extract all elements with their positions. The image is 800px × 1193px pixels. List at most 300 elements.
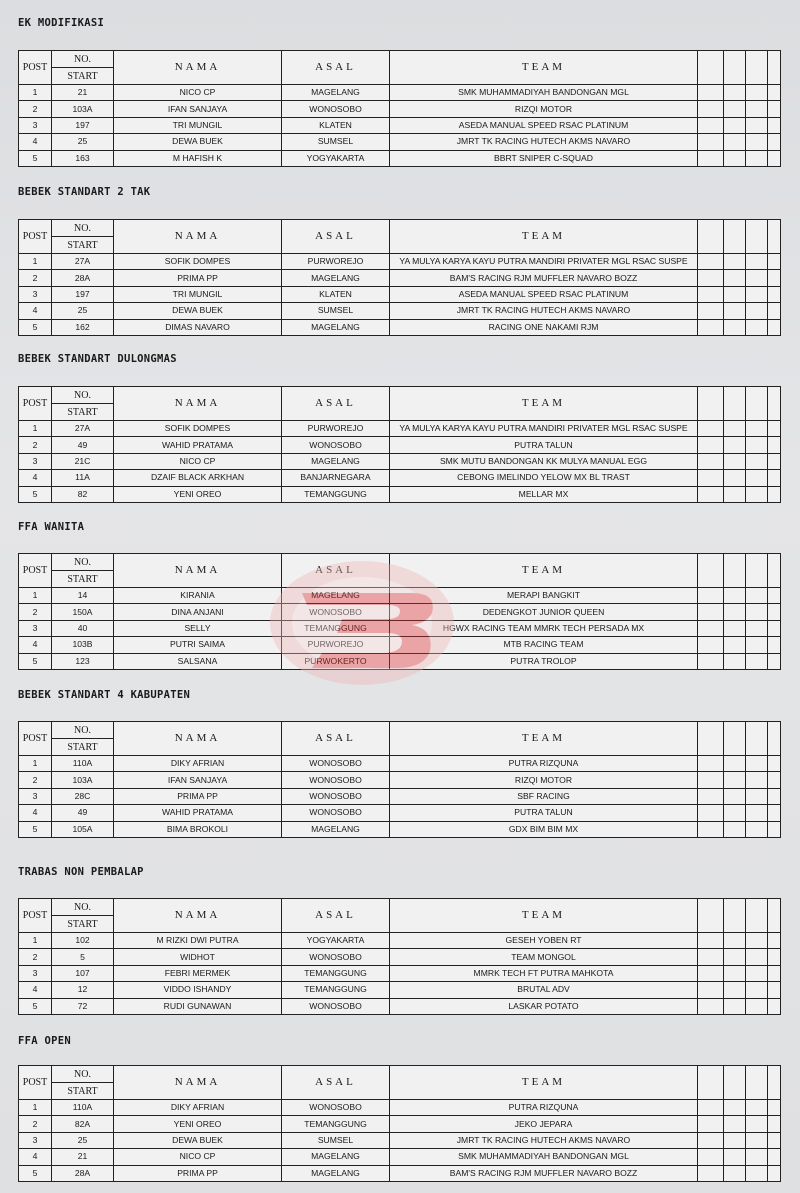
cell-start-no: 103A [52, 101, 114, 117]
cell-nama: NICO CP [114, 453, 282, 469]
blank-cell [724, 604, 746, 620]
blank-cell [698, 788, 724, 804]
cell-start-no: 25 [52, 1132, 114, 1148]
blank-cell [768, 1116, 781, 1132]
cell-nama: M HAFISH K [114, 150, 282, 166]
cell-team: JMRT TK RACING HUTECH AKMS NAVARO [390, 1132, 698, 1148]
header-asal: ASAL [282, 51, 390, 85]
blank-cell [698, 821, 724, 837]
blank-cell [698, 756, 724, 772]
cell-post: 5 [19, 486, 52, 502]
cell-start-no: 107 [52, 965, 114, 981]
cell-post: 5 [19, 653, 52, 669]
cell-asal: WONOSOBO [282, 949, 390, 965]
blank-cell [768, 437, 781, 453]
blank-cell [768, 134, 781, 150]
cell-asal: MAGELANG [282, 588, 390, 604]
blank-cell [724, 653, 746, 669]
cell-team: PUTRA TROLOP [390, 653, 698, 669]
cell-team: TEAM MONGOL [390, 949, 698, 965]
blank-cell [746, 982, 768, 998]
blank-cell [746, 604, 768, 620]
blank-cell [768, 51, 781, 85]
cell-start-no: 197 [52, 117, 114, 133]
blank-cell [746, 470, 768, 486]
cell-asal: WONOSOBO [282, 1100, 390, 1116]
blank-cell [746, 965, 768, 981]
cell-nama: RUDI GUNAWAN [114, 998, 282, 1014]
cell-post: 5 [19, 150, 52, 166]
header-no: NO. [52, 899, 114, 916]
blank-cell [768, 303, 781, 319]
cell-team: YA MULYA KARYA KAYU PUTRA MANDIRI PRIVATER MGL RSAC SUSPE [390, 421, 698, 437]
cell-post: 2 [19, 101, 52, 117]
cell-start-no: 163 [52, 150, 114, 166]
blank-cell [768, 772, 781, 788]
blank-cell [724, 998, 746, 1014]
blank-cell [768, 220, 781, 254]
blank-cell [724, 933, 746, 949]
blank-cell [724, 470, 746, 486]
header-nama: NAMA [114, 220, 282, 254]
blank-cell [698, 421, 724, 437]
blank-cell [746, 756, 768, 772]
cell-asal: MAGELANG [282, 270, 390, 286]
blank-cell [746, 653, 768, 669]
blank-cell [698, 982, 724, 998]
table-row [19, 134, 781, 150]
cell-team: LASKAR POTATO [390, 998, 698, 1014]
blank-cell [724, 554, 746, 588]
blank-cell [698, 998, 724, 1014]
blank-cell [698, 588, 724, 604]
table-row [19, 772, 781, 788]
cell-asal: WONOSOBO [282, 998, 390, 1014]
cell-post: 4 [19, 134, 52, 150]
blank-cell [746, 588, 768, 604]
header-row [19, 51, 781, 68]
cell-post: 1 [19, 254, 52, 270]
blank-cell [746, 150, 768, 166]
blank-cell [746, 134, 768, 150]
cell-nama: KIRANIA [114, 588, 282, 604]
cell-team: PUTRA RIZQUNA [390, 1100, 698, 1116]
cell-post: 3 [19, 453, 52, 469]
cell-asal: SUMSEL [282, 1132, 390, 1148]
table-row [19, 319, 781, 335]
blank-cell [724, 220, 746, 254]
cell-start-no: 162 [52, 319, 114, 335]
blank-cell [768, 554, 781, 588]
cell-team: ASEDA MANUAL SPEED RSAC PLATINUM [390, 286, 698, 302]
cell-nama: WIDHOT [114, 949, 282, 965]
blank-cell [768, 1149, 781, 1165]
header-start: START [52, 739, 114, 756]
table-row [19, 653, 781, 669]
table-row [19, 470, 781, 486]
blank-cell [746, 254, 768, 270]
table-row [19, 1165, 781, 1181]
cell-nama: YENI OREO [114, 486, 282, 502]
cell-start-no: 103A [52, 772, 114, 788]
cell-start-no: 49 [52, 437, 114, 453]
blank-cell [768, 899, 781, 933]
blank-cell [746, 85, 768, 101]
cell-post: 4 [19, 1149, 52, 1165]
blank-cell [746, 1149, 768, 1165]
blank-cell [768, 965, 781, 981]
cell-team: JEKO JEPARA [390, 1116, 698, 1132]
cell-post: 5 [19, 998, 52, 1014]
cell-nama: TRI MUNGIL [114, 286, 282, 302]
cell-asal: PURWOREJO [282, 254, 390, 270]
blank-cell [746, 933, 768, 949]
header-team: TEAM [390, 899, 698, 933]
table-row [19, 588, 781, 604]
cell-asal: WONOSOBO [282, 772, 390, 788]
results-table [18, 50, 781, 167]
cell-start-no: 21 [52, 1149, 114, 1165]
header-nama: NAMA [114, 51, 282, 85]
blank-cell [724, 270, 746, 286]
cell-asal: MAGELANG [282, 1149, 390, 1165]
cell-nama: YENI OREO [114, 1116, 282, 1132]
blank-cell [746, 319, 768, 335]
blank-cell [746, 453, 768, 469]
header-row [19, 722, 781, 739]
header-start: START [52, 1083, 114, 1100]
cell-asal: MAGELANG [282, 453, 390, 469]
blank-cell [746, 303, 768, 319]
blank-cell [768, 933, 781, 949]
blank-cell [768, 1132, 781, 1148]
blank-cell [768, 421, 781, 437]
blank-cell [768, 788, 781, 804]
cell-asal: MAGELANG [282, 85, 390, 101]
blank-cell [746, 805, 768, 821]
header-row [19, 387, 781, 404]
cell-team: YA MULYA KARYA KAYU PUTRA MANDIRI PRIVATER MGL RSAC SUSPE [390, 254, 698, 270]
cell-team: RIZQI MOTOR [390, 101, 698, 117]
blank-cell [724, 437, 746, 453]
cell-asal: WONOSOBO [282, 788, 390, 804]
blank-cell [746, 101, 768, 117]
cell-asal: MAGELANG [282, 319, 390, 335]
cell-nama: TRI MUNGIL [114, 117, 282, 133]
blank-cell [698, 554, 724, 588]
cell-post: 5 [19, 319, 52, 335]
table-row [19, 117, 781, 133]
cell-team: SMK MUHAMMADIYAH BANDONGAN MGL [390, 1149, 698, 1165]
blank-cell [724, 85, 746, 101]
cell-team: MMRK TECH FT PUTRA MAHKOTA [390, 965, 698, 981]
blank-cell [698, 51, 724, 85]
section-title: FFA WANITA [18, 521, 85, 533]
cell-asal: WONOSOBO [282, 756, 390, 772]
blank-cell [724, 134, 746, 150]
cell-asal: KLATEN [282, 286, 390, 302]
blank-cell [746, 387, 768, 421]
blank-cell [698, 319, 724, 335]
cell-start-no: 102 [52, 933, 114, 949]
cell-start-no: 28C [52, 788, 114, 804]
table-row [19, 949, 781, 965]
table-row [19, 286, 781, 302]
header-nama: NAMA [114, 899, 282, 933]
cell-start-no: 49 [52, 805, 114, 821]
cell-post: 3 [19, 1132, 52, 1148]
cell-asal: MAGELANG [282, 1165, 390, 1181]
cell-asal: WONOSOBO [282, 805, 390, 821]
blank-cell [698, 653, 724, 669]
cell-start-no: 110A [52, 756, 114, 772]
cell-post: 4 [19, 805, 52, 821]
blank-cell [724, 620, 746, 636]
header-no: NO. [52, 51, 114, 68]
blank-cell [768, 254, 781, 270]
header-team: TEAM [390, 722, 698, 756]
cell-start-no: 105A [52, 821, 114, 837]
cell-nama: VIDDO ISHANDY [114, 982, 282, 998]
table-row [19, 303, 781, 319]
cell-nama: FEBRI MERMEK [114, 965, 282, 981]
cell-team: GESEH YOBEN RT [390, 933, 698, 949]
header-nama: NAMA [114, 1066, 282, 1100]
cell-start-no: 123 [52, 653, 114, 669]
results-table [18, 898, 781, 1015]
table-row [19, 453, 781, 469]
cell-nama: NICO CP [114, 85, 282, 101]
blank-cell [768, 270, 781, 286]
cell-nama: DINA ANJANI [114, 604, 282, 620]
header-nama: NAMA [114, 387, 282, 421]
blank-cell [724, 805, 746, 821]
cell-asal: TEMANGGUNG [282, 620, 390, 636]
cell-asal: MAGELANG [282, 821, 390, 837]
blank-cell [724, 1116, 746, 1132]
blank-cell [768, 117, 781, 133]
section-title: BEBEK STANDART 4 KABUPATEN [18, 689, 191, 701]
cell-team: RIZQI MOTOR [390, 772, 698, 788]
table-row [19, 637, 781, 653]
cell-nama: M RIZKI DWI PUTRA [114, 933, 282, 949]
blank-cell [768, 998, 781, 1014]
blank-cell [746, 1116, 768, 1132]
blank-cell [698, 620, 724, 636]
header-no: NO. [52, 220, 114, 237]
cell-start-no: 14 [52, 588, 114, 604]
header-team: TEAM [390, 387, 698, 421]
header-row [19, 554, 781, 571]
cell-nama: SOFIK DOMPES [114, 421, 282, 437]
blank-cell [698, 486, 724, 502]
table-row [19, 101, 781, 117]
blank-cell [724, 788, 746, 804]
blank-cell [724, 588, 746, 604]
blank-cell [698, 470, 724, 486]
table-row [19, 421, 781, 437]
blank-cell [746, 486, 768, 502]
blank-cell [768, 1066, 781, 1100]
blank-cell [698, 933, 724, 949]
blank-cell [768, 756, 781, 772]
cell-team: SMK MUTU BANDONGAN KK MULYA MANUAL EGG [390, 453, 698, 469]
header-nama: NAMA [114, 554, 282, 588]
blank-cell [768, 604, 781, 620]
table-row [19, 1100, 781, 1116]
cell-asal: YOGYAKARTA [282, 933, 390, 949]
table-row [19, 756, 781, 772]
blank-cell [746, 620, 768, 636]
blank-cell [746, 1100, 768, 1116]
header-row [19, 1066, 781, 1083]
blank-cell [724, 150, 746, 166]
cell-asal: PURWOKERTO [282, 653, 390, 669]
cell-team: MERAPI BANGKIT [390, 588, 698, 604]
cell-team: MELLAR MX [390, 486, 698, 502]
blank-cell [698, 270, 724, 286]
cell-post: 2 [19, 1116, 52, 1132]
cell-post: 3 [19, 965, 52, 981]
cell-start-no: 28A [52, 270, 114, 286]
blank-cell [724, 821, 746, 837]
table-row [19, 150, 781, 166]
header-asal: ASAL [282, 387, 390, 421]
blank-cell [746, 788, 768, 804]
blank-cell [698, 1116, 724, 1132]
header-asal: ASAL [282, 554, 390, 588]
blank-cell [698, 101, 724, 117]
cell-start-no: 5 [52, 949, 114, 965]
blank-cell [746, 437, 768, 453]
blank-cell [724, 756, 746, 772]
blank-cell [698, 965, 724, 981]
header-team: TEAM [390, 51, 698, 85]
blank-cell [768, 637, 781, 653]
blank-cell [724, 486, 746, 502]
blank-cell [768, 722, 781, 756]
cell-start-no: 27A [52, 421, 114, 437]
blank-cell [746, 722, 768, 756]
cell-start-no: 103B [52, 637, 114, 653]
blank-cell [698, 387, 724, 421]
cell-start-no: 82A [52, 1116, 114, 1132]
cell-team: CEBONG IMELINDO YELOW MX BL TRAST [390, 470, 698, 486]
header-no: NO. [52, 1066, 114, 1083]
table-row [19, 254, 781, 270]
cell-nama: DEWA BUEK [114, 303, 282, 319]
blank-cell [724, 387, 746, 421]
table-row [19, 85, 781, 101]
blank-cell [724, 254, 746, 270]
blank-cell [724, 101, 746, 117]
cell-team: PUTRA TALUN [390, 805, 698, 821]
cell-team: PUTRA TALUN [390, 437, 698, 453]
blank-cell [768, 821, 781, 837]
cell-team: ASEDA MANUAL SPEED RSAC PLATINUM [390, 117, 698, 133]
cell-asal: WONOSOBO [282, 437, 390, 453]
cell-nama: DEWA BUEK [114, 134, 282, 150]
cell-nama: NICO CP [114, 1149, 282, 1165]
cell-team: SMK MUHAMMADIYAH BANDONGAN MGL [390, 85, 698, 101]
blank-cell [746, 1165, 768, 1181]
blank-cell [768, 653, 781, 669]
blank-cell [768, 1100, 781, 1116]
blank-cell [746, 949, 768, 965]
blank-cell [724, 319, 746, 335]
blank-cell [698, 85, 724, 101]
cell-nama: WAHID PRATAMA [114, 437, 282, 453]
results-table [18, 219, 781, 336]
blank-cell [768, 150, 781, 166]
blank-cell [698, 117, 724, 133]
blank-cell [746, 51, 768, 85]
cell-team: BAM'S RACING RJM MUFFLER NAVARO BOZZ [390, 270, 698, 286]
blank-cell [724, 453, 746, 469]
header-asal: ASAL [282, 899, 390, 933]
cell-start-no: 21 [52, 85, 114, 101]
cell-team: PUTRA RIZQUNA [390, 756, 698, 772]
section-title: TRABAS NON PEMBALAP [18, 866, 144, 878]
blank-cell [746, 772, 768, 788]
cell-start-no: 28A [52, 1165, 114, 1181]
blank-cell [698, 637, 724, 653]
cell-nama: DIKY AFRIAN [114, 1100, 282, 1116]
cell-nama: DIKY AFRIAN [114, 756, 282, 772]
cell-team: BRUTAL ADV [390, 982, 698, 998]
cell-team: HGWX RACING TEAM MMRK TECH PERSADA MX [390, 620, 698, 636]
header-row [19, 899, 781, 916]
cell-start-no: 25 [52, 303, 114, 319]
cell-asal: TEMANGGUNG [282, 982, 390, 998]
blank-cell [698, 949, 724, 965]
cell-start-no: 40 [52, 620, 114, 636]
cell-post: 3 [19, 788, 52, 804]
cell-nama: IFAN SANJAYA [114, 101, 282, 117]
header-post: POST [19, 899, 52, 933]
cell-nama: PRIMA PP [114, 1165, 282, 1181]
header-post: POST [19, 554, 52, 588]
header-no: NO. [52, 722, 114, 739]
cell-post: 2 [19, 949, 52, 965]
table-row [19, 965, 781, 981]
table-row [19, 1149, 781, 1165]
cell-post: 3 [19, 620, 52, 636]
blank-cell [698, 220, 724, 254]
blank-cell [724, 982, 746, 998]
blank-cell [698, 453, 724, 469]
cell-start-no: 12 [52, 982, 114, 998]
blank-cell [724, 772, 746, 788]
blank-cell [746, 117, 768, 133]
cell-post: 4 [19, 303, 52, 319]
cell-start-no: 72 [52, 998, 114, 1014]
blank-cell [698, 1066, 724, 1100]
cell-nama: BIMA BROKOLI [114, 821, 282, 837]
blank-cell [698, 1132, 724, 1148]
header-post: POST [19, 220, 52, 254]
cell-asal: PURWOREJO [282, 637, 390, 653]
cell-nama: SALSANA [114, 653, 282, 669]
blank-cell [768, 982, 781, 998]
table-row [19, 788, 781, 804]
blank-cell [724, 1132, 746, 1148]
header-post: POST [19, 1066, 52, 1100]
blank-cell [724, 117, 746, 133]
header-team: TEAM [390, 1066, 698, 1100]
cell-team: DEDENGKOT JUNIOR QUEEN [390, 604, 698, 620]
header-no: NO. [52, 554, 114, 571]
